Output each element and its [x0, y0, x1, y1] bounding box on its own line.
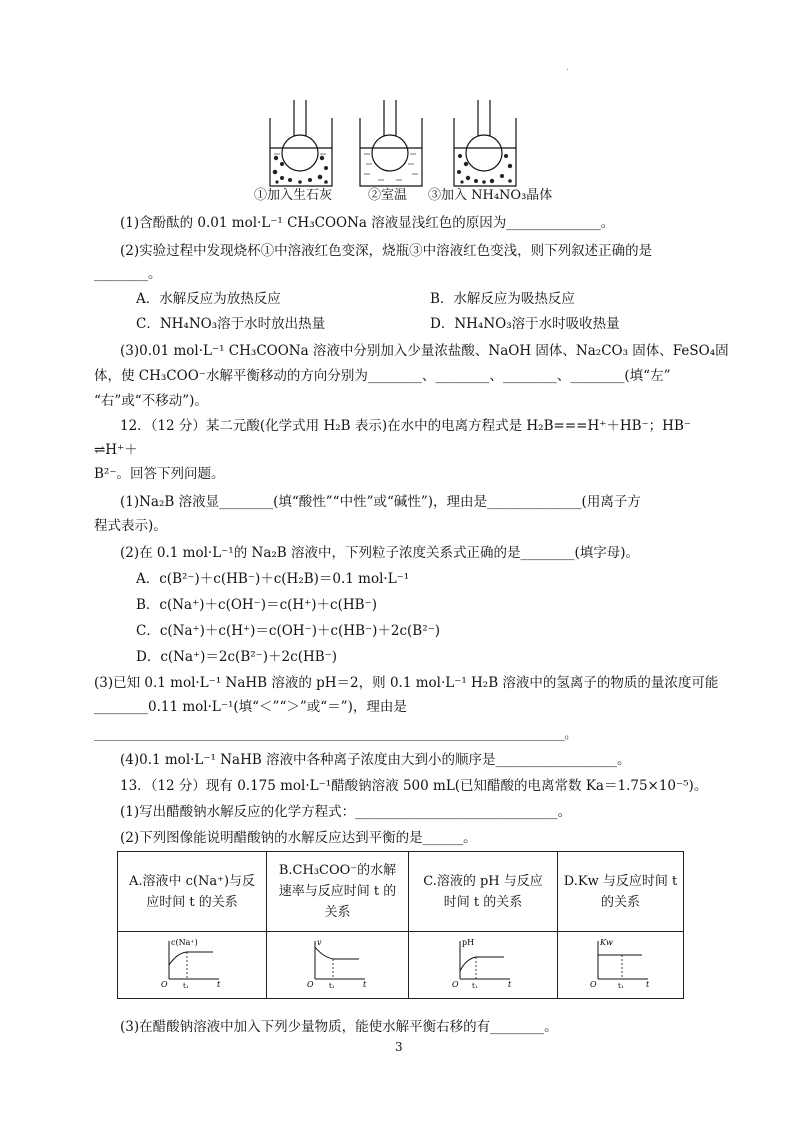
q11-option-d: D．NH₄NO₃溶于水时吸收热量 [430, 316, 620, 332]
graph-b-origin: O [306, 979, 314, 989]
beaker-1 [270, 100, 332, 186]
graph-c [448, 935, 518, 989]
q13-graph-table [117, 851, 684, 999]
beaker-2 [360, 100, 422, 186]
graph-d [586, 935, 656, 989]
graph-a-ylabel: c(Na⁺) [171, 937, 198, 947]
q12-option-b: B．c(Na⁺)＋c(OH⁻)＝c(H⁺)＋c(HB⁻) [136, 597, 377, 613]
q11-option-c: C．NH₄NO₃溶于水时放出热量 [136, 316, 326, 332]
graph-c-ylabel: pH [462, 937, 475, 947]
table-header-b [267, 852, 409, 932]
page-number: 3 [395, 1040, 403, 1054]
q12-part1: (1)Na₂B 溶液显________(填“酸性”“中性”或“碱性”)，理由是______________(用离子方 [120, 494, 641, 510]
caption-1: ①加入生石灰 [254, 188, 333, 203]
q12-part3-answer-line: ____________________________________________________________________________________。 [94, 727, 577, 741]
q12-option-c: C．c(Na⁺)＋c(H⁺)＝c(OH⁻)＋c(HB⁻)＋2c(B²⁻) [136, 623, 441, 639]
graph-a-t: t [217, 979, 221, 989]
header-a-line1: A.溶液中 c(Na⁺)与反 [128, 873, 256, 889]
q11-part3-cont: 体，使 CH₃COO⁻水解平衡移动的方向分别为________、________、________、________(填“左” [94, 368, 671, 384]
graph-b-ylabel: v [316, 937, 322, 947]
water-dashes [274, 154, 418, 180]
graph-c-t1: t₁ [472, 981, 478, 989]
graph-b [303, 935, 373, 989]
graph-a-t1: t₁ [183, 981, 189, 989]
graph-d-origin: O [589, 979, 597, 989]
header-b-line1: B.CH₃COO⁻的水解 [278, 863, 397, 878]
q12-stem-equilibrium: ⇌H⁺＋ [94, 442, 138, 458]
graph-cell-d [558, 932, 684, 999]
beaker-1-particles [273, 156, 328, 184]
header-b-line3: 关系 [324, 905, 351, 920]
header-a-line2: 应时间 t 的关系 [146, 894, 238, 910]
q13-part3: (3)在醋酸钠溶液中加入下列少量物质，能使水解平衡右移的有________。 [120, 1019, 558, 1035]
table-header-c [409, 852, 558, 932]
graph-b-t: t [362, 979, 366, 989]
graph-cell-a [118, 932, 267, 999]
q12-part2: (2)在 0.1 mol·L⁻¹的 Na₂B 溶液中，下列粒子浓度关系式正确的是________(填字母)。 [120, 545, 640, 561]
graph-d-t1: t₁ [617, 981, 624, 989]
graph-b-t1: t₁ [328, 981, 335, 989]
table-header-a [118, 852, 267, 932]
q12-stem-end: B²⁻。回答下列问题。 [94, 466, 225, 482]
graph-cell-c [409, 932, 558, 999]
graph-d-t: t [645, 979, 649, 989]
q11-option-b: B．水解反应为吸热反应 [430, 291, 575, 307]
graph-c-t: t [508, 979, 512, 989]
q11-option-a: A．水解反应为放热反应 [136, 291, 281, 307]
q11-part3-end: “右”或“不移动”)。 [94, 393, 208, 409]
beaker-3-particles [457, 154, 512, 184]
q11-part3: (3)0.01 mol·L⁻¹ CH₃COONa 溶液中分别加入少量浓盐酸、NaOH 固体、Na₂CO₃ 固体、FeSO₄固 [120, 343, 729, 359]
q12-stem: 12．（12 分）某二元酸(化学式用 H₂B 表示)在水中的电离方程式是 H₂B===H⁺＋HB⁻；HB⁻ [120, 418, 691, 434]
caption-3: ③加入 NH₄NO₃晶体 [428, 188, 553, 203]
q13-part2: (2)下列图像能说明醋酸钠的水解反应达到平衡的是______。 [120, 830, 477, 846]
table-header-d [558, 852, 684, 932]
q12-part1-end: 程式表示)。 [94, 518, 167, 534]
graph-c-origin: O [452, 979, 459, 989]
graph-cell-b [267, 932, 409, 999]
caption-2: ②室温 [368, 188, 408, 203]
q11-part2: (2)实验过程中发现烧杯①中溶液红色变深，烧瓶③中溶液红色变浅，则下列叙述正确的是 [120, 243, 653, 259]
graph-a-origin: O [161, 979, 168, 989]
header-d-line1: D.Kw 与反应时间 t [563, 873, 678, 889]
q11-part1: (1)含酚酞的 0.01 mol·L⁻¹ CH₃COONa 溶液显浅红色的原因为______________。 [120, 215, 615, 231]
corner-mark: . [566, 62, 570, 73]
q12-part4: (4)0.1 mol·L⁻¹ NaHB 溶液中各种离子浓度由大到小的顺序是__________________。 [120, 752, 631, 768]
q12-option-a: A．c(B²⁻)＋c(HB⁻)＋c(H₂B)＝0.1 mol·L⁻¹ [136, 571, 410, 587]
header-b-line2: 速率与反应时间 t 的 [278, 884, 397, 899]
graph-d-ylabel: Kw [599, 937, 613, 947]
q12-part3: (3)已知 0.1 mol·L⁻¹ NaHB 溶液的 pH＝2，则 0.1 mol·L⁻¹ H₂B 溶液中的氢离子的物质的量浓度可能 [94, 675, 719, 691]
q11-part2-blank: ________。 [94, 266, 162, 282]
q13-part1: (1)写出醋酸钠水解反应的化学方程式：______________________________。 [120, 804, 572, 820]
q12-part3-cont: ________0.11 mol·L⁻¹(填“＜”“＞”或“＝”)，理由是 [94, 699, 407, 715]
q12-option-d: D．c(Na⁺)＝2c(B²⁻)＋2c(HB⁻) [136, 649, 338, 665]
header-c-line1: C.溶液的 pH 与反应 [423, 873, 543, 889]
beaker-3 [454, 100, 516, 186]
q13-stem: 13．（12 分）现有 0.175 mol·L⁻¹醋酸钠溶液 500 mL(已知醋酸的电离常数 Ka＝1.75×10⁻⁵)。 [120, 778, 708, 794]
header-d-line2: 的关系 [600, 894, 640, 910]
header-c-line2: 时间 t 的关系 [443, 894, 523, 910]
graph-a [157, 935, 227, 989]
